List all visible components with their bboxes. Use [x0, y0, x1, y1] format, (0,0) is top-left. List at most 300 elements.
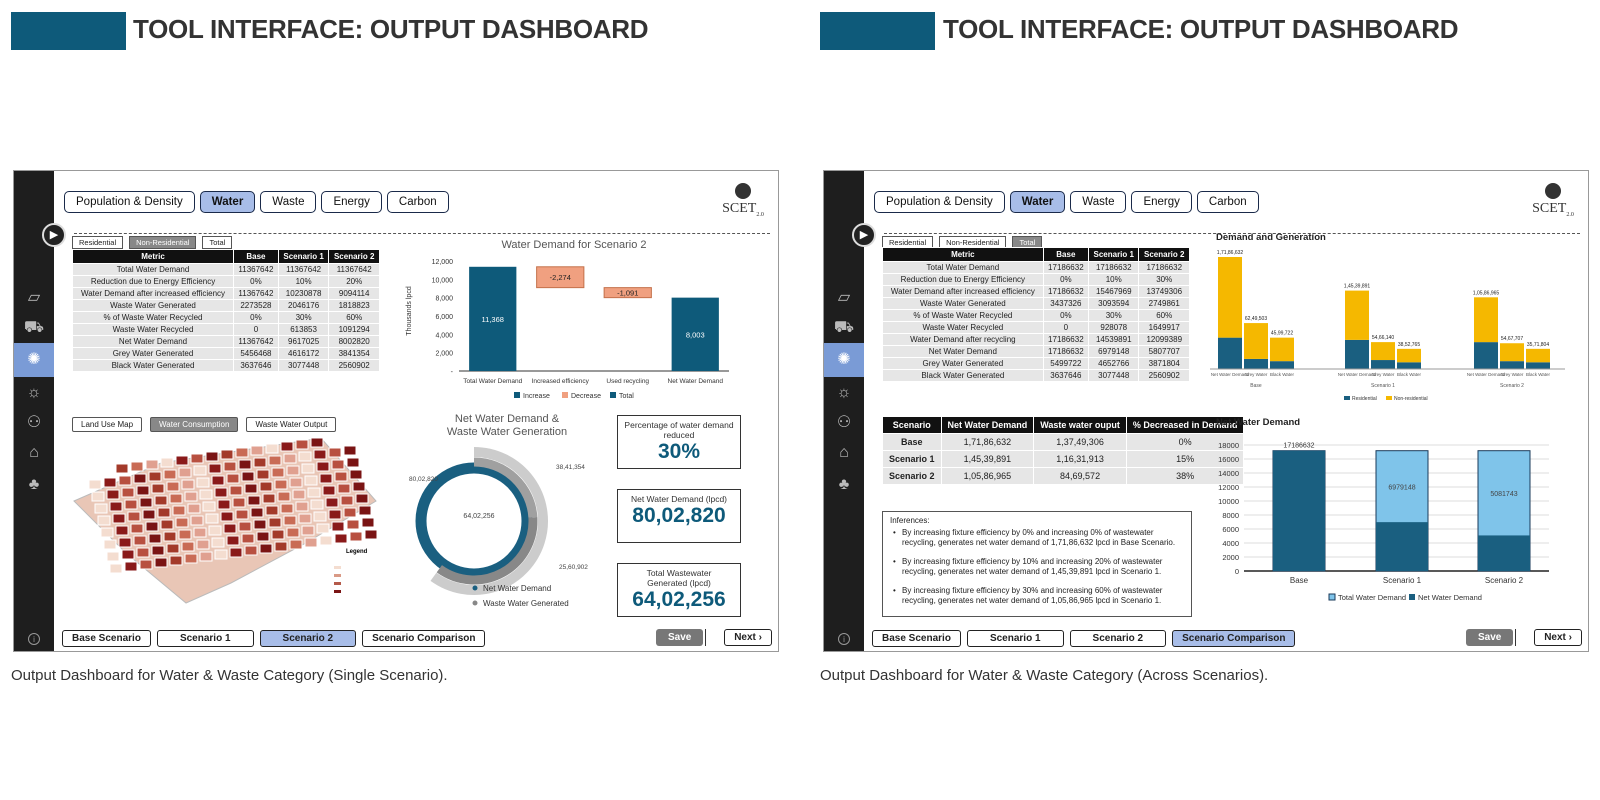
- data-label: 1,05,86,965: [1472, 290, 1500, 297]
- data-label: 35,71,804: [1526, 341, 1550, 348]
- x-tick-label: Grey Water: [1500, 372, 1524, 377]
- bar-non-residential: [1345, 291, 1369, 340]
- bar-non-residential: [1270, 338, 1294, 362]
- map-parcel: [332, 460, 344, 469]
- map-parcel: [275, 480, 287, 489]
- map-parcel: [131, 524, 143, 533]
- column-header: Scenario 2: [1139, 248, 1190, 262]
- tree-icon[interactable]: ♣: [28, 476, 40, 493]
- bar-non-residential: [1397, 349, 1421, 362]
- table-cell: 5456468: [234, 348, 279, 360]
- table-cell: 3093594: [1089, 298, 1139, 310]
- map-parcel: [356, 494, 368, 503]
- table-cell: % of Waste Water Recycled: [883, 310, 1044, 322]
- waterfall-chart: [399, 251, 749, 400]
- next-button[interactable]: Next ›: [1534, 629, 1582, 646]
- table-cell: 3637646: [1043, 370, 1088, 382]
- y-tick-label: 4000: [1222, 539, 1239, 548]
- table-cell: Black Water Generated: [883, 370, 1044, 382]
- bar-non-residential: [1371, 342, 1395, 360]
- table-cell: 2046176: [278, 300, 329, 312]
- map-parcel: [236, 510, 248, 519]
- map-parcel: [305, 538, 317, 547]
- map-parcel: [119, 538, 131, 547]
- table-cell: 0%: [234, 276, 279, 288]
- legend-swatch: [334, 582, 341, 585]
- home-icon[interactable]: ⌂: [29, 444, 39, 461]
- data-label: 11,368: [481, 314, 504, 324]
- map-parcel: [185, 554, 197, 563]
- map-parcel: [281, 442, 293, 451]
- map-parcel: [110, 564, 122, 573]
- map-parcel: [95, 504, 107, 513]
- map-parcel: [314, 512, 326, 521]
- play-icon[interactable]: ▶: [852, 223, 876, 247]
- map-parcel: [209, 526, 221, 535]
- table-cell: Grey Water Generated: [73, 348, 234, 360]
- map-parcel: [245, 546, 257, 555]
- type-toggles: [72, 236, 232, 249]
- table-row: [883, 334, 1190, 346]
- data-label: 62,49,503: [1244, 316, 1268, 323]
- map-parcel: [161, 458, 173, 467]
- table-cell: 8002820: [329, 336, 380, 348]
- table-cell: 11367642: [329, 264, 380, 276]
- info-icon[interactable]: i: [28, 633, 40, 645]
- y-tick-label: 12000: [1218, 483, 1239, 492]
- base-scenario-button[interactable]: Base Scenario: [872, 630, 961, 647]
- kpi-demand-reduced: Percentage of water demand reduced 30%: [617, 415, 741, 469]
- map-parcel: [146, 460, 158, 469]
- map-parcel: [104, 478, 116, 487]
- tab-waste[interactable]: Waste: [1070, 191, 1126, 213]
- table-cell: 60%: [329, 312, 380, 324]
- map-parcel: [101, 528, 113, 537]
- table-row: [883, 310, 1190, 322]
- map-parcel: [218, 500, 230, 509]
- map-parcel: [248, 496, 260, 505]
- legend-swatch: [473, 586, 478, 591]
- map-parcel: [341, 496, 353, 505]
- legend-swatch: [1409, 594, 1415, 600]
- tab-water[interactable]: Water: [1010, 191, 1066, 213]
- map-parcel: [293, 490, 305, 499]
- bar-non-residential: [1244, 323, 1268, 359]
- play-icon[interactable]: ▶: [42, 223, 66, 247]
- map-parcel: [287, 528, 299, 537]
- globe-icon: [735, 183, 751, 199]
- toggle-total[interactable]: Total: [1012, 236, 1042, 249]
- column-header: % Decreased in Demand: [1126, 417, 1244, 434]
- table-cell: Waste Water Generated: [73, 300, 234, 312]
- x-tick-label: Net Water Demand: [1210, 372, 1250, 377]
- table-cell: 2560902: [329, 360, 380, 372]
- map-tabs: [72, 417, 336, 432]
- y-tick-label: -: [450, 369, 453, 376]
- logo: $SCET_{2.0}$: [1528, 183, 1578, 218]
- map-parcel: [254, 520, 266, 529]
- table-cell: 11367642: [278, 264, 329, 276]
- table-cell: 4652766: [1089, 358, 1139, 370]
- map-parcel: [290, 478, 302, 487]
- scenario-2-button[interactable]: Scenario 2: [260, 630, 357, 647]
- people-icon[interactable]: ⚇: [836, 414, 852, 431]
- table-cell: 15%: [1126, 451, 1244, 468]
- column-header: Base: [1043, 248, 1088, 262]
- legend-swatch: [1386, 396, 1392, 400]
- map-parcel: [110, 502, 122, 511]
- tab-energy[interactable]: Energy: [321, 191, 381, 213]
- table-row: [73, 276, 380, 288]
- x-tick-label: Black Water: [1396, 372, 1422, 377]
- save-button[interactable]: Save: [1466, 629, 1513, 646]
- center-label: 64,02,256: [463, 513, 495, 520]
- table-cell: 10%: [278, 276, 329, 288]
- map-parcel: [335, 534, 347, 543]
- scenario-1-button[interactable]: Scenario 1: [157, 630, 254, 647]
- map-parcel: [161, 520, 173, 529]
- table-cell: Grey Water Generated: [883, 358, 1044, 370]
- table-cell: 17186632: [1043, 346, 1088, 358]
- map-parcel: [227, 474, 239, 483]
- map-parcel: [113, 514, 125, 523]
- map-parcel: [281, 504, 293, 513]
- map-parcel: [215, 488, 227, 497]
- y-tick-label: 2,000: [435, 350, 453, 358]
- table-cell: 13749306: [1139, 286, 1190, 298]
- toggle-residential[interactable]: Residential: [72, 236, 123, 249]
- toggle-total[interactable]: Total: [202, 236, 232, 249]
- table-cell: 1,37,49,306: [1034, 434, 1127, 451]
- map-parcel: [212, 538, 224, 547]
- map-parcel: [200, 490, 212, 499]
- data-label: 5081743: [1490, 491, 1518, 499]
- next-button[interactable]: Next ›: [724, 629, 772, 646]
- map-parcel: [311, 438, 323, 447]
- home-icon[interactable]: ⌂: [839, 444, 849, 461]
- map-parcel: [272, 530, 284, 539]
- data-label: 54,67,707: [1500, 336, 1524, 343]
- legend-label: Increase: [523, 393, 550, 400]
- toggle-non-residential[interactable]: Non-Residential: [939, 236, 1006, 249]
- table-row: [73, 348, 380, 360]
- scenario-summary-table: [882, 416, 1244, 485]
- map-parcel: [176, 518, 188, 527]
- table-row: [73, 312, 380, 324]
- map-parcel: [104, 540, 116, 549]
- bar-non-residential: [1526, 349, 1550, 362]
- data-label: 17186632: [1283, 442, 1315, 450]
- y-tick-label: 6,000: [435, 314, 453, 321]
- map-parcel: [260, 544, 272, 553]
- save-button[interactable]: Save: [656, 629, 703, 646]
- y-tick-label: 4,000: [435, 332, 453, 340]
- water-icon[interactable]: ✺: [14, 343, 54, 377]
- map-parcel: [227, 536, 239, 545]
- table-cell: Net Water Demand: [883, 346, 1044, 358]
- map-parcel: [212, 476, 224, 485]
- table-cell: 14539891: [1089, 334, 1139, 346]
- tab-waste-water-output[interactable]: Waste Water Output: [246, 417, 336, 432]
- table-cell: 12099389: [1139, 334, 1190, 346]
- data-label: 25,60,902: [559, 564, 588, 571]
- map-parcel: [179, 468, 191, 477]
- map-parcel: [125, 562, 137, 571]
- data-label: 38,52,765: [1397, 341, 1421, 348]
- legend-swatch: [1344, 396, 1350, 400]
- data-label: 8,003: [685, 330, 705, 340]
- table-cell: 38%: [1126, 468, 1244, 485]
- tab-carbon[interactable]: Carbon: [1197, 191, 1259, 213]
- table-cell: 0%: [1043, 274, 1088, 286]
- table-cell: 10%: [1089, 274, 1139, 286]
- y-tick-label: 14000: [1218, 469, 1239, 478]
- car-icon[interactable]: ⛟: [833, 319, 855, 336]
- y-tick-label: 18000: [1218, 441, 1239, 450]
- inferences-box: Inferences: • By increasing fixture efficiency by 0% and increasing 0% of wastewater recycling, generates net water demand of 1,71,86,632 lpcd in Base Scenario. • By increasing fixture efficiency by 10% and increasing 20% of wastewater recycling, generates net water demand of 1,45,39,891 lpcd in Scenario 1. • By increasing fixture efficiency by 30% and increasing 60% of wastewater recycling, generates net water demand of 1,05,86,965 lpcd in Scenario 1.: [882, 511, 1192, 617]
- car-icon[interactable]: ⛟: [23, 319, 45, 336]
- table-cell: 17186632: [1043, 286, 1088, 298]
- group-label: Scenario 2: [1500, 383, 1524, 389]
- table-row: [883, 298, 1190, 310]
- table-cell: 1,16,31,913: [1034, 451, 1127, 468]
- scenario-2-button[interactable]: Scenario 2: [1070, 630, 1167, 647]
- net-water-demand-title: Net Water Demand: [1216, 417, 1301, 428]
- table-cell: Reduction due to Energy Efficiency: [73, 276, 234, 288]
- table-cell: 0: [234, 324, 279, 336]
- table-cell: 4616172: [278, 348, 329, 360]
- map-parcel: [335, 472, 347, 481]
- map-parcel: [323, 486, 335, 495]
- energy-icon[interactable]: ☼: [26, 384, 42, 401]
- map-parcel: [344, 508, 356, 517]
- map-parcel: [365, 530, 377, 539]
- toggle-residential[interactable]: Residential: [882, 236, 933, 249]
- map-parcel: [176, 456, 188, 465]
- map-parcel: [224, 462, 236, 471]
- map-parcel: [347, 458, 359, 467]
- data-label: 45,99,722: [1270, 330, 1294, 337]
- table-row: [883, 358, 1190, 370]
- info-icon[interactable]: i: [838, 633, 850, 645]
- map-parcel: [362, 518, 374, 527]
- people-icon[interactable]: ⚇: [26, 414, 42, 431]
- x-tick-label: Scenario 1: [1382, 576, 1422, 585]
- legend-swatch: [610, 392, 616, 398]
- table-row: [883, 262, 1190, 274]
- map-parcel: [302, 526, 314, 535]
- column-header: Net Water Demand: [941, 417, 1034, 434]
- table-cell: 3077448: [278, 360, 329, 372]
- map-parcel: [221, 512, 233, 521]
- table-cell: 9617025: [278, 336, 329, 348]
- map-parcel: [269, 456, 281, 465]
- data-label: 80,02,820: [409, 476, 438, 483]
- legend-title: Legend: [346, 549, 368, 555]
- table-cell: Waste Water Recycled: [883, 322, 1044, 334]
- x-tick-label: Black Water: [1269, 372, 1295, 377]
- map-parcel: [155, 496, 167, 505]
- map-parcel: [344, 446, 356, 455]
- map-parcel: [260, 482, 272, 491]
- x-tick-label: Grey Water: [1371, 372, 1395, 377]
- water-icon[interactable]: ✺: [824, 343, 864, 377]
- map-parcel: [191, 454, 203, 463]
- energy-icon[interactable]: ☼: [836, 384, 852, 401]
- legend-label: Total: [619, 393, 634, 400]
- map-parcel: [134, 474, 146, 483]
- land-icon[interactable]: ▱: [27, 289, 41, 306]
- map-parcel: [137, 486, 149, 495]
- map-parcel: [152, 484, 164, 493]
- x-tick-label: Net Water Demand: [667, 378, 723, 385]
- legend-label: Non-residential: [1394, 396, 1428, 402]
- y-tick-label: 0: [1234, 567, 1239, 576]
- toggle-non-residential[interactable]: Non-Residential: [129, 236, 196, 249]
- table-cell: Waste Water Recycled: [73, 324, 234, 336]
- table-cell: 2560902: [1139, 370, 1190, 382]
- map-parcel: [224, 524, 236, 533]
- tab-population[interactable]: Population & Density: [64, 191, 195, 213]
- x-tick-label: Scenario 2: [1484, 576, 1524, 585]
- y-tick-label: 10000: [1218, 497, 1239, 506]
- map-parcel: [182, 542, 194, 551]
- donut-chart: [409, 443, 609, 623]
- map-parcel: [158, 508, 170, 517]
- bar-residential: [1270, 361, 1294, 369]
- data-label: 38,41,354: [556, 464, 585, 471]
- map-parcel: [134, 536, 146, 545]
- water-consumption-map: [66, 433, 386, 613]
- donut-title: Net Water Demand & Waste Water Generation: [446, 413, 568, 438]
- bar-residential: [1371, 360, 1395, 369]
- map-parcel: [131, 462, 143, 471]
- y-tick-label: 8000: [1222, 511, 1239, 520]
- table-cell: 30%: [1139, 274, 1190, 286]
- map-parcel: [119, 476, 131, 485]
- map-parcel: [125, 500, 137, 509]
- x-tick-label: Grey Water: [1244, 372, 1268, 377]
- bar-residential: [1526, 362, 1550, 369]
- map-parcel: [98, 516, 110, 525]
- table-cell: 3637646: [234, 360, 279, 372]
- map-parcel: [245, 484, 257, 493]
- donut-ring-net-demand: [421, 468, 527, 574]
- table-cell: 11367642: [234, 336, 279, 348]
- map-parcel: [299, 514, 311, 523]
- tab-water-consumption[interactable]: Water Consumption: [150, 417, 238, 432]
- waterfall-title: Water Demand for Scenario 2: [501, 239, 647, 251]
- table-cell: 30%: [1089, 310, 1139, 322]
- land-icon[interactable]: ▱: [837, 289, 851, 306]
- table-row: [883, 274, 1190, 286]
- map-parcel: [263, 494, 275, 503]
- scenario-1-button[interactable]: Scenario 1: [967, 630, 1064, 647]
- table-cell: Reduction due to Energy Efficiency: [883, 274, 1044, 286]
- map-parcel: [209, 464, 221, 473]
- legend-label: Net Water Demand: [483, 584, 552, 593]
- table-cell: Base: [883, 434, 942, 451]
- map-parcel: [137, 548, 149, 557]
- map-parcel: [266, 506, 278, 515]
- tab-land-use-map[interactable]: Land Use Map: [72, 417, 142, 432]
- scenario-comparison-button[interactable]: Scenario Comparison: [1172, 630, 1295, 647]
- column-header: Scenario: [883, 417, 942, 434]
- y-tick-label: 10,000: [431, 277, 453, 285]
- legend-swatch: [334, 566, 341, 569]
- table-cell: Waste Water Generated: [883, 298, 1044, 310]
- table-cell: 3077448: [1089, 370, 1139, 382]
- table-row: [883, 346, 1190, 358]
- bar-non-residential: [1474, 297, 1498, 342]
- bar-residential: [1244, 359, 1268, 369]
- tab-energy[interactable]: Energy: [1131, 191, 1191, 213]
- category-tabs: [874, 191, 1259, 213]
- table-cell: Total Water Demand: [883, 262, 1044, 274]
- tree-icon[interactable]: ♣: [838, 476, 850, 493]
- table-cell: 0%: [1126, 434, 1244, 451]
- map-parcel: [299, 452, 311, 461]
- bar-residential: [1474, 342, 1498, 369]
- map-parcel: [143, 510, 155, 519]
- legend-swatch: [514, 392, 520, 398]
- scenario-comparison-button[interactable]: Scenario Comparison: [362, 630, 485, 647]
- legend-swatch: [1329, 594, 1335, 600]
- map-parcel: [170, 494, 182, 503]
- bar-residential: [1500, 361, 1524, 369]
- tab-water[interactable]: Water: [200, 191, 256, 213]
- map-parcel: [350, 532, 362, 541]
- tab-waste[interactable]: Waste: [260, 191, 316, 213]
- map-parcel: [197, 478, 209, 487]
- map-parcel: [185, 492, 197, 501]
- map-parcel: [320, 474, 332, 483]
- net-water-demand-chart: [1204, 433, 1564, 613]
- table-row: [73, 288, 380, 300]
- bar-net-water-demand: [1273, 451, 1325, 571]
- map-parcel: [284, 454, 296, 463]
- legend-label: Decrease: [571, 393, 601, 400]
- table-row: [883, 434, 1244, 451]
- map-parcel: [329, 448, 341, 457]
- table-row: [883, 286, 1190, 298]
- map-parcel: [146, 522, 158, 531]
- x-tick-label: Base: [1289, 576, 1309, 585]
- y-tick-label: 6000: [1222, 525, 1239, 534]
- map-parcel: [284, 516, 296, 525]
- table-cell: 9094114: [329, 288, 380, 300]
- metric-table: [882, 247, 1190, 382]
- bar-residential: [1218, 338, 1242, 369]
- tab-population[interactable]: Population & Density: [874, 191, 1005, 213]
- table-cell: 11367642: [234, 264, 279, 276]
- table-cell: 1,05,86,965: [941, 468, 1034, 485]
- legend-swatch: [473, 601, 478, 606]
- table-cell: 84,69,572: [1034, 468, 1127, 485]
- table-row: [73, 360, 380, 372]
- base-scenario-button[interactable]: Base Scenario: [62, 630, 151, 647]
- table-row: [883, 468, 1244, 485]
- tab-carbon[interactable]: Carbon: [387, 191, 449, 213]
- map-parcel: [170, 556, 182, 565]
- table-cell: 60%: [1139, 310, 1190, 322]
- table-cell: 30%: [278, 312, 329, 324]
- category-tabs: [64, 191, 449, 213]
- map-parcel: [338, 484, 350, 493]
- map-parcel: [305, 476, 317, 485]
- logo: $SCET_{2.0}$: [718, 183, 768, 218]
- x-tick-label: Black Water: [1525, 372, 1551, 377]
